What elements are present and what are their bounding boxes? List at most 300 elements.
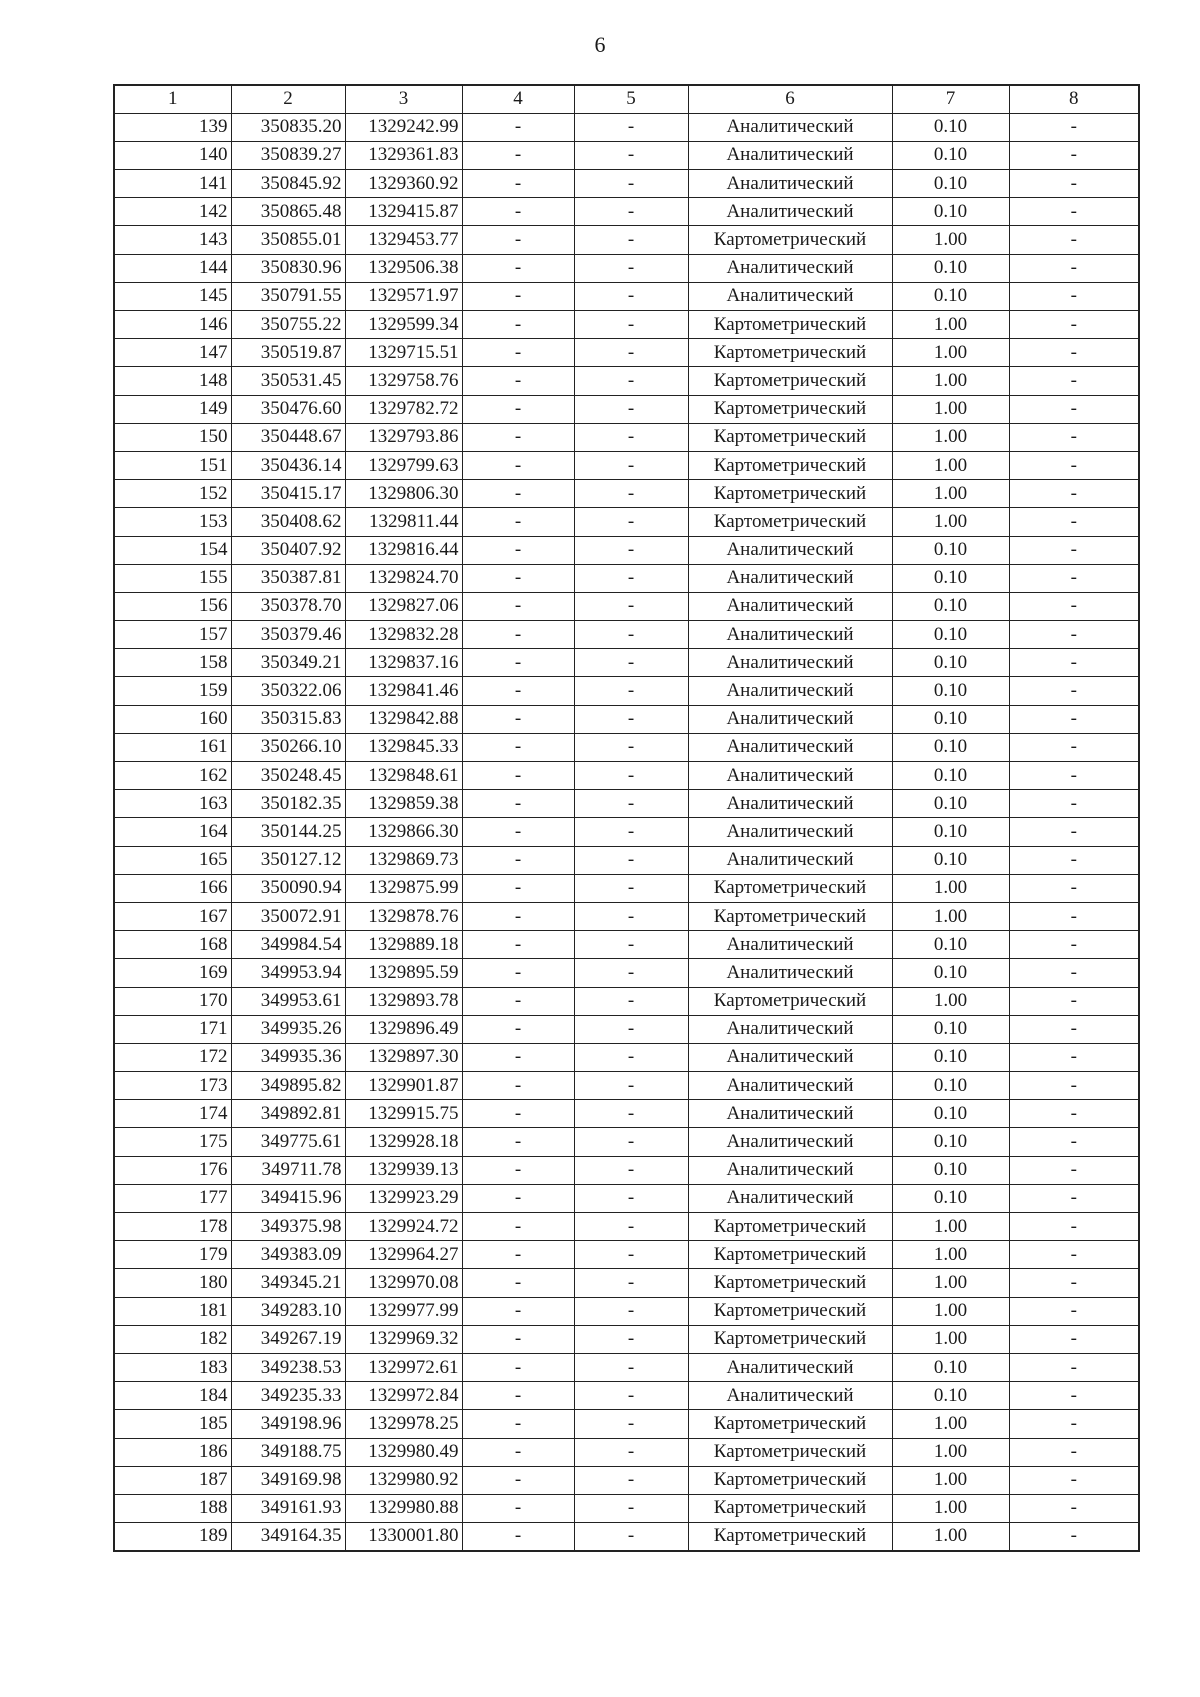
x-coordinate: 350839.27	[231, 141, 345, 169]
accuracy: 0.10	[892, 141, 1009, 169]
col-5-value: -	[574, 902, 688, 930]
table-row	[114, 339, 1139, 367]
method: Картометрический	[688, 1213, 892, 1241]
x-coordinate: 349235.33	[231, 1382, 345, 1410]
col-8-value: -	[1009, 113, 1139, 141]
x-coordinate: 349198.96	[231, 1410, 345, 1438]
col-5-value: -	[574, 1213, 688, 1241]
x-coordinate: 350830.96	[231, 254, 345, 282]
col-4-value: -	[462, 1213, 574, 1241]
col-8-value: -	[1009, 508, 1139, 536]
point-number: 158	[114, 649, 231, 677]
col-8-value: -	[1009, 1128, 1139, 1156]
col-5-value: -	[574, 536, 688, 564]
table-row	[114, 677, 1139, 705]
method: Картометрический	[688, 451, 892, 479]
accuracy: 0.10	[892, 818, 1009, 846]
y-coordinate: 1329806.30	[345, 480, 462, 508]
accuracy: 0.10	[892, 790, 1009, 818]
x-coordinate: 350407.92	[231, 536, 345, 564]
column-header: 3	[345, 85, 462, 113]
coordinates-table	[113, 84, 1140, 1552]
col-5-value: -	[574, 1523, 688, 1551]
col-4-value: -	[462, 931, 574, 959]
method: Аналитический	[688, 677, 892, 705]
y-coordinate: 1329453.77	[345, 226, 462, 254]
point-number: 189	[114, 1523, 231, 1551]
x-coordinate: 349984.54	[231, 931, 345, 959]
col-5-value: -	[574, 705, 688, 733]
x-coordinate: 349375.98	[231, 1213, 345, 1241]
point-number: 164	[114, 818, 231, 846]
col-5-value: -	[574, 198, 688, 226]
col-8-value: -	[1009, 818, 1139, 846]
accuracy: 1.00	[892, 1325, 1009, 1353]
col-8-value: -	[1009, 141, 1139, 169]
col-5-value: -	[574, 339, 688, 367]
y-coordinate: 1329715.51	[345, 339, 462, 367]
col-5-value: -	[574, 621, 688, 649]
accuracy: 1.00	[892, 508, 1009, 536]
point-number: 159	[114, 677, 231, 705]
method: Аналитический	[688, 113, 892, 141]
col-8-value: -	[1009, 987, 1139, 1015]
y-coordinate: 1330001.80	[345, 1523, 462, 1551]
col-5-value: -	[574, 141, 688, 169]
col-8-value: -	[1009, 1043, 1139, 1071]
accuracy: 0.10	[892, 1043, 1009, 1071]
y-coordinate: 1329896.49	[345, 1015, 462, 1043]
method: Картометрический	[688, 423, 892, 451]
col-5-value: -	[574, 1382, 688, 1410]
point-number: 165	[114, 846, 231, 874]
accuracy: 1.00	[892, 339, 1009, 367]
table-row	[114, 1297, 1139, 1325]
col-4-value: -	[462, 959, 574, 987]
column-header: 5	[574, 85, 688, 113]
point-number: 157	[114, 621, 231, 649]
table-row	[114, 649, 1139, 677]
method: Аналитический	[688, 1353, 892, 1381]
point-number: 184	[114, 1382, 231, 1410]
y-coordinate: 1329361.83	[345, 141, 462, 169]
method: Аналитический	[688, 170, 892, 198]
method: Аналитический	[688, 1128, 892, 1156]
col-4-value: -	[462, 1072, 574, 1100]
col-5-value: -	[574, 1353, 688, 1381]
x-coordinate: 349935.26	[231, 1015, 345, 1043]
x-coordinate: 350835.20	[231, 113, 345, 141]
y-coordinate: 1329866.30	[345, 818, 462, 846]
col-4-value: -	[462, 1382, 574, 1410]
x-coordinate: 350855.01	[231, 226, 345, 254]
col-4-value: -	[462, 423, 574, 451]
col-8-value: -	[1009, 367, 1139, 395]
col-4-value: -	[462, 536, 574, 564]
x-coordinate: 350248.45	[231, 762, 345, 790]
accuracy: 0.10	[892, 733, 1009, 761]
col-5-value: -	[574, 1128, 688, 1156]
y-coordinate: 1329832.28	[345, 621, 462, 649]
col-8-value: -	[1009, 1241, 1139, 1269]
point-number: 145	[114, 282, 231, 310]
col-5-value: -	[574, 113, 688, 141]
accuracy: 0.10	[892, 621, 1009, 649]
x-coordinate: 349892.81	[231, 1100, 345, 1128]
col-5-value: -	[574, 592, 688, 620]
y-coordinate: 1329964.27	[345, 1241, 462, 1269]
y-coordinate: 1329841.46	[345, 677, 462, 705]
point-number: 178	[114, 1213, 231, 1241]
method: Картометрический	[688, 1494, 892, 1522]
x-coordinate: 350436.14	[231, 451, 345, 479]
col-4-value: -	[462, 677, 574, 705]
x-coordinate: 350531.45	[231, 367, 345, 395]
y-coordinate: 1329506.38	[345, 254, 462, 282]
point-number: 156	[114, 592, 231, 620]
table-row	[114, 1438, 1139, 1466]
table-row	[114, 987, 1139, 1015]
table-row	[114, 959, 1139, 987]
accuracy: 0.10	[892, 1156, 1009, 1184]
col-5-value: -	[574, 1297, 688, 1325]
y-coordinate: 1329889.18	[345, 931, 462, 959]
table-row	[114, 254, 1139, 282]
y-coordinate: 1329869.73	[345, 846, 462, 874]
table-row	[114, 1100, 1139, 1128]
y-coordinate: 1329980.49	[345, 1438, 462, 1466]
table-row	[114, 592, 1139, 620]
accuracy: 1.00	[892, 1438, 1009, 1466]
point-number: 162	[114, 762, 231, 790]
method: Картометрический	[688, 1325, 892, 1353]
x-coordinate: 350349.21	[231, 649, 345, 677]
x-coordinate: 350072.91	[231, 902, 345, 930]
col-4-value: -	[462, 1410, 574, 1438]
point-number: 186	[114, 1438, 231, 1466]
table-row	[114, 733, 1139, 761]
y-coordinate: 1329939.13	[345, 1156, 462, 1184]
col-8-value: -	[1009, 423, 1139, 451]
method: Аналитический	[688, 705, 892, 733]
col-5-value: -	[574, 1156, 688, 1184]
y-coordinate: 1329845.33	[345, 733, 462, 761]
col-8-value: -	[1009, 931, 1139, 959]
col-4-value: -	[462, 1494, 574, 1522]
method: Аналитический	[688, 1072, 892, 1100]
method: Аналитический	[688, 254, 892, 282]
col-5-value: -	[574, 987, 688, 1015]
y-coordinate: 1329848.61	[345, 762, 462, 790]
col-4-value: -	[462, 1128, 574, 1156]
method: Картометрический	[688, 367, 892, 395]
point-number: 183	[114, 1353, 231, 1381]
col-4-value: -	[462, 846, 574, 874]
point-number: 141	[114, 170, 231, 198]
y-coordinate: 1329970.08	[345, 1269, 462, 1297]
table-row	[114, 282, 1139, 310]
y-coordinate: 1329799.63	[345, 451, 462, 479]
y-coordinate: 1329977.99	[345, 1297, 462, 1325]
accuracy: 0.10	[892, 536, 1009, 564]
method: Аналитический	[688, 282, 892, 310]
x-coordinate: 349953.61	[231, 987, 345, 1015]
accuracy: 1.00	[892, 1213, 1009, 1241]
col-4-value: -	[462, 762, 574, 790]
method: Картометрический	[688, 1410, 892, 1438]
col-5-value: -	[574, 1072, 688, 1100]
col-8-value: -	[1009, 705, 1139, 733]
x-coordinate: 349415.96	[231, 1184, 345, 1212]
y-coordinate: 1329878.76	[345, 902, 462, 930]
method: Аналитический	[688, 1156, 892, 1184]
accuracy: 1.00	[892, 311, 1009, 339]
y-coordinate: 1329972.84	[345, 1382, 462, 1410]
accuracy: 0.10	[892, 564, 1009, 592]
table-row	[114, 818, 1139, 846]
y-coordinate: 1329980.92	[345, 1466, 462, 1494]
table-row	[114, 198, 1139, 226]
method: Аналитический	[688, 959, 892, 987]
col-5-value: -	[574, 254, 688, 282]
col-4-value: -	[462, 1015, 574, 1043]
x-coordinate: 350408.62	[231, 508, 345, 536]
col-4-value: -	[462, 1325, 574, 1353]
accuracy: 1.00	[892, 480, 1009, 508]
y-coordinate: 1329827.06	[345, 592, 462, 620]
y-coordinate: 1329842.88	[345, 705, 462, 733]
col-5-value: -	[574, 311, 688, 339]
table-row	[114, 1382, 1139, 1410]
col-8-value: -	[1009, 170, 1139, 198]
col-4-value: -	[462, 1241, 574, 1269]
column-header: 8	[1009, 85, 1139, 113]
method: Картометрический	[688, 1523, 892, 1551]
col-8-value: -	[1009, 1410, 1139, 1438]
col-4-value: -	[462, 1156, 574, 1184]
col-5-value: -	[574, 874, 688, 902]
accuracy: 0.10	[892, 113, 1009, 141]
col-8-value: -	[1009, 1494, 1139, 1522]
y-coordinate: 1329837.16	[345, 649, 462, 677]
col-4-value: -	[462, 198, 574, 226]
point-number: 170	[114, 987, 231, 1015]
accuracy: 0.10	[892, 959, 1009, 987]
method: Аналитический	[688, 1043, 892, 1071]
y-coordinate: 1329758.76	[345, 367, 462, 395]
point-number: 168	[114, 931, 231, 959]
col-8-value: -	[1009, 790, 1139, 818]
col-5-value: -	[574, 1184, 688, 1212]
point-number: 174	[114, 1100, 231, 1128]
method: Аналитический	[688, 733, 892, 761]
col-4-value: -	[462, 902, 574, 930]
col-5-value: -	[574, 170, 688, 198]
accuracy: 0.10	[892, 1382, 1009, 1410]
point-number: 146	[114, 311, 231, 339]
col-5-value: -	[574, 1015, 688, 1043]
col-8-value: -	[1009, 1184, 1139, 1212]
accuracy: 1.00	[892, 367, 1009, 395]
x-coordinate: 350387.81	[231, 564, 345, 592]
x-coordinate: 350127.12	[231, 846, 345, 874]
method: Картометрический	[688, 902, 892, 930]
table-row	[114, 1156, 1139, 1184]
col-8-value: -	[1009, 564, 1139, 592]
col-8-value: -	[1009, 959, 1139, 987]
point-number: 155	[114, 564, 231, 592]
page-number: 6	[594, 32, 606, 57]
point-number: 152	[114, 480, 231, 508]
accuracy: 0.10	[892, 1128, 1009, 1156]
point-number: 187	[114, 1466, 231, 1494]
y-coordinate: 1329915.75	[345, 1100, 462, 1128]
col-8-value: -	[1009, 451, 1139, 479]
x-coordinate: 350865.48	[231, 198, 345, 226]
accuracy: 0.10	[892, 1100, 1009, 1128]
method: Картометрический	[688, 1438, 892, 1466]
method: Картометрический	[688, 1297, 892, 1325]
accuracy: 1.00	[892, 902, 1009, 930]
accuracy: 1.00	[892, 1494, 1009, 1522]
x-coordinate: 350755.22	[231, 311, 345, 339]
col-5-value: -	[574, 367, 688, 395]
col-8-value: -	[1009, 902, 1139, 930]
col-8-value: -	[1009, 762, 1139, 790]
point-number: 171	[114, 1015, 231, 1043]
col-4-value: -	[462, 1523, 574, 1551]
x-coordinate: 349711.78	[231, 1156, 345, 1184]
col-5-value: -	[574, 733, 688, 761]
col-5-value: -	[574, 1410, 688, 1438]
col-4-value: -	[462, 1438, 574, 1466]
col-8-value: -	[1009, 282, 1139, 310]
point-number: 163	[114, 790, 231, 818]
point-number: 173	[114, 1072, 231, 1100]
table-row	[114, 141, 1139, 169]
x-coordinate: 350379.46	[231, 621, 345, 649]
accuracy: 1.00	[892, 874, 1009, 902]
y-coordinate: 1329978.25	[345, 1410, 462, 1438]
point-number: 180	[114, 1269, 231, 1297]
col-4-value: -	[462, 254, 574, 282]
table-row	[114, 874, 1139, 902]
col-4-value: -	[462, 818, 574, 846]
method: Аналитический	[688, 536, 892, 564]
table-row	[114, 1015, 1139, 1043]
x-coordinate: 349164.35	[231, 1523, 345, 1551]
col-4-value: -	[462, 621, 574, 649]
x-coordinate: 349238.53	[231, 1353, 345, 1381]
accuracy: 1.00	[892, 1523, 1009, 1551]
col-4-value: -	[462, 395, 574, 423]
x-coordinate: 350378.70	[231, 592, 345, 620]
table-row	[114, 1072, 1139, 1100]
col-4-value: -	[462, 733, 574, 761]
accuracy: 1.00	[892, 1269, 1009, 1297]
col-8-value: -	[1009, 1325, 1139, 1353]
x-coordinate: 350315.83	[231, 705, 345, 733]
col-4-value: -	[462, 480, 574, 508]
col-5-value: -	[574, 649, 688, 677]
method: Аналитический	[688, 564, 892, 592]
column-header: 2	[231, 85, 345, 113]
col-5-value: -	[574, 790, 688, 818]
accuracy: 0.10	[892, 931, 1009, 959]
col-4-value: -	[462, 592, 574, 620]
table-row	[114, 480, 1139, 508]
col-5-value: -	[574, 1438, 688, 1466]
method: Картометрический	[688, 1269, 892, 1297]
column-header: 1	[114, 85, 231, 113]
y-coordinate: 1329923.29	[345, 1184, 462, 1212]
col-8-value: -	[1009, 1213, 1139, 1241]
x-coordinate: 350791.55	[231, 282, 345, 310]
method: Аналитический	[688, 1382, 892, 1410]
col-8-value: -	[1009, 395, 1139, 423]
table-row	[114, 1213, 1139, 1241]
col-5-value: -	[574, 480, 688, 508]
y-coordinate: 1329897.30	[345, 1043, 462, 1071]
method: Картометрический	[688, 395, 892, 423]
method: Аналитический	[688, 818, 892, 846]
col-5-value: -	[574, 395, 688, 423]
col-8-value: -	[1009, 733, 1139, 761]
point-number: 169	[114, 959, 231, 987]
y-coordinate: 1329969.32	[345, 1325, 462, 1353]
accuracy: 0.10	[892, 677, 1009, 705]
col-5-value: -	[574, 846, 688, 874]
table-row	[114, 621, 1139, 649]
x-coordinate: 350182.35	[231, 790, 345, 818]
table-row	[114, 1325, 1139, 1353]
method: Аналитический	[688, 846, 892, 874]
table-row	[114, 1410, 1139, 1438]
table-row	[114, 423, 1139, 451]
table-header-row	[114, 85, 1139, 113]
table-row	[114, 536, 1139, 564]
point-number: 175	[114, 1128, 231, 1156]
x-coordinate: 349161.93	[231, 1494, 345, 1522]
point-number: 148	[114, 367, 231, 395]
col-5-value: -	[574, 959, 688, 987]
y-coordinate: 1329859.38	[345, 790, 462, 818]
point-number: 149	[114, 395, 231, 423]
y-coordinate: 1329895.59	[345, 959, 462, 987]
x-coordinate: 349935.36	[231, 1043, 345, 1071]
table-row	[114, 170, 1139, 198]
x-coordinate: 350845.92	[231, 170, 345, 198]
col-8-value: -	[1009, 649, 1139, 677]
col-4-value: -	[462, 649, 574, 677]
col-5-value: -	[574, 564, 688, 592]
accuracy: 0.10	[892, 254, 1009, 282]
table-row	[114, 1353, 1139, 1381]
table-row	[114, 762, 1139, 790]
col-8-value: -	[1009, 874, 1139, 902]
y-coordinate: 1329893.78	[345, 987, 462, 1015]
table-row	[114, 902, 1139, 930]
accuracy: 1.00	[892, 451, 1009, 479]
col-5-value: -	[574, 1466, 688, 1494]
column-header: 6	[688, 85, 892, 113]
y-coordinate: 1329782.72	[345, 395, 462, 423]
point-number: 143	[114, 226, 231, 254]
y-coordinate: 1329980.88	[345, 1494, 462, 1522]
col-8-value: -	[1009, 1072, 1139, 1100]
col-5-value: -	[574, 1043, 688, 1071]
column-header: 4	[462, 85, 574, 113]
